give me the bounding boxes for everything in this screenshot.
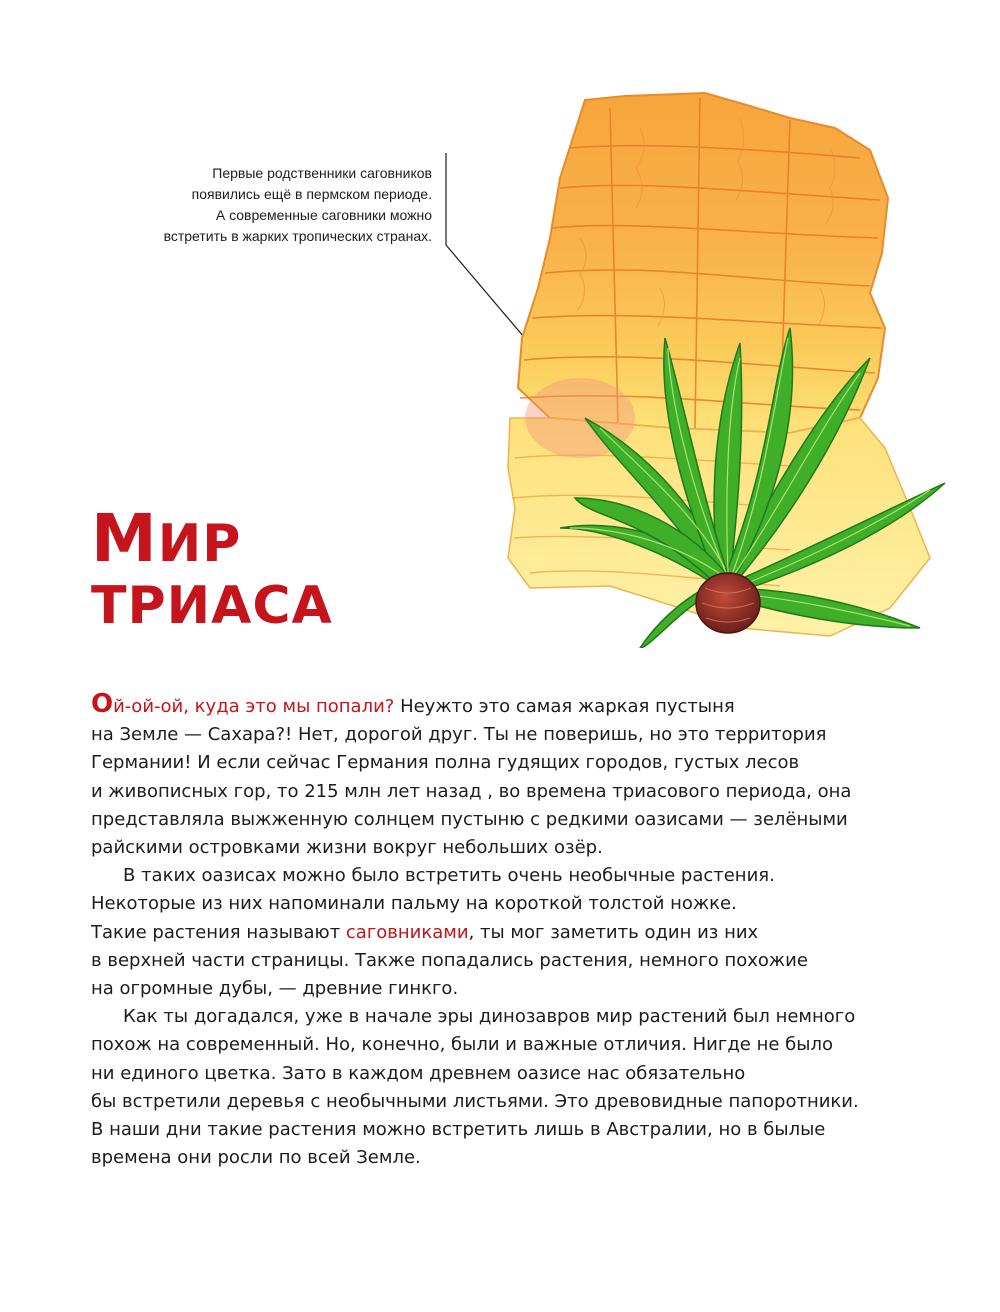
caption-line-4: встретить в жарких тропических странах. [163, 228, 432, 244]
title-line-1 [91, 500, 333, 577]
caption-line-2: появились ещё в пермском периоде. [191, 186, 432, 202]
article-body [91, 690, 891, 1172]
body-p3-line-6: времена они росли по всей Земле. [91, 1147, 421, 1169]
body-p3-line-2: похож на современный. Но, конечно, были и важные отличия. Нигде не было [91, 1034, 833, 1056]
body-p1-line-6: райскими островками жизни вокруг небольших озёр. [91, 837, 603, 859]
caption-line-1: Первые родственники саговников [212, 165, 432, 181]
body-p2-line-3 [91, 919, 891, 947]
body-p3-line-3: ни единого цветка. Зато в каждом древнем оазисе нас обязательно [91, 1062, 746, 1084]
highlight-term: саговниками [345, 921, 469, 943]
body-p2-line-3-pre: Такие растения называют [91, 921, 346, 943]
body-p1-line-4: и живописных гор, то 215 млн лет назад , во времена триасового периода, она [91, 780, 852, 802]
triassic-cycad-illustration [490, 88, 980, 648]
body-p1-line-5: представляла выжженную солнцем пустыню с редкими оазисами — зелёными [91, 808, 848, 830]
body-p1-line-2: на Земле — Сахара?! Нет, дорогой друг. Ты не поверишь, но это территория [91, 724, 827, 746]
body-p3-line-4: бы встретили деревья с необычными листьями. Это древовидные папоротники. [91, 1090, 859, 1112]
lead-rest: й-ой-ой, куда это мы попали? [113, 696, 395, 717]
lead-phrase [91, 689, 395, 719]
body-p3-line-5: В наши дни такие растения можно встретить лишь в Австралии, но в былые [91, 1119, 826, 1141]
body-line-1-rest: Неужто это самая жаркая пустыня [394, 696, 735, 717]
caption-line-3: А современные саговники можно [215, 207, 432, 223]
body-p2-line-5: на огромные дубы, — древние гинкго. [91, 978, 459, 1000]
body-p2-line-4: в верхней части страницы. Также попадались растения, немного похожие [91, 949, 808, 971]
title-line-2: ТРИАСА [91, 576, 333, 636]
lead-initial: О [91, 689, 114, 719]
body-p2-line-2: Некоторые из них напоминали пальму на короткой толстой ножке. [91, 893, 737, 915]
body-p1-line-3: Германии! И если сейчас Германия полна гудящих городов, густых лесов [91, 752, 800, 774]
body-p2-line-3-post: , ты мог заметить один из них [468, 921, 759, 943]
title-initial: М [91, 500, 158, 577]
body-p3-line-1: Как ты догадался, уже в начале эры динозавров мир растений был немного [123, 1006, 856, 1028]
body-p2-line-1: В таких оазисах можно было встретить очень необычные растения. [123, 865, 775, 887]
title-line-1-rest: ИР [157, 514, 242, 574]
body-line-1 [91, 690, 891, 721]
page-title [91, 500, 333, 637]
